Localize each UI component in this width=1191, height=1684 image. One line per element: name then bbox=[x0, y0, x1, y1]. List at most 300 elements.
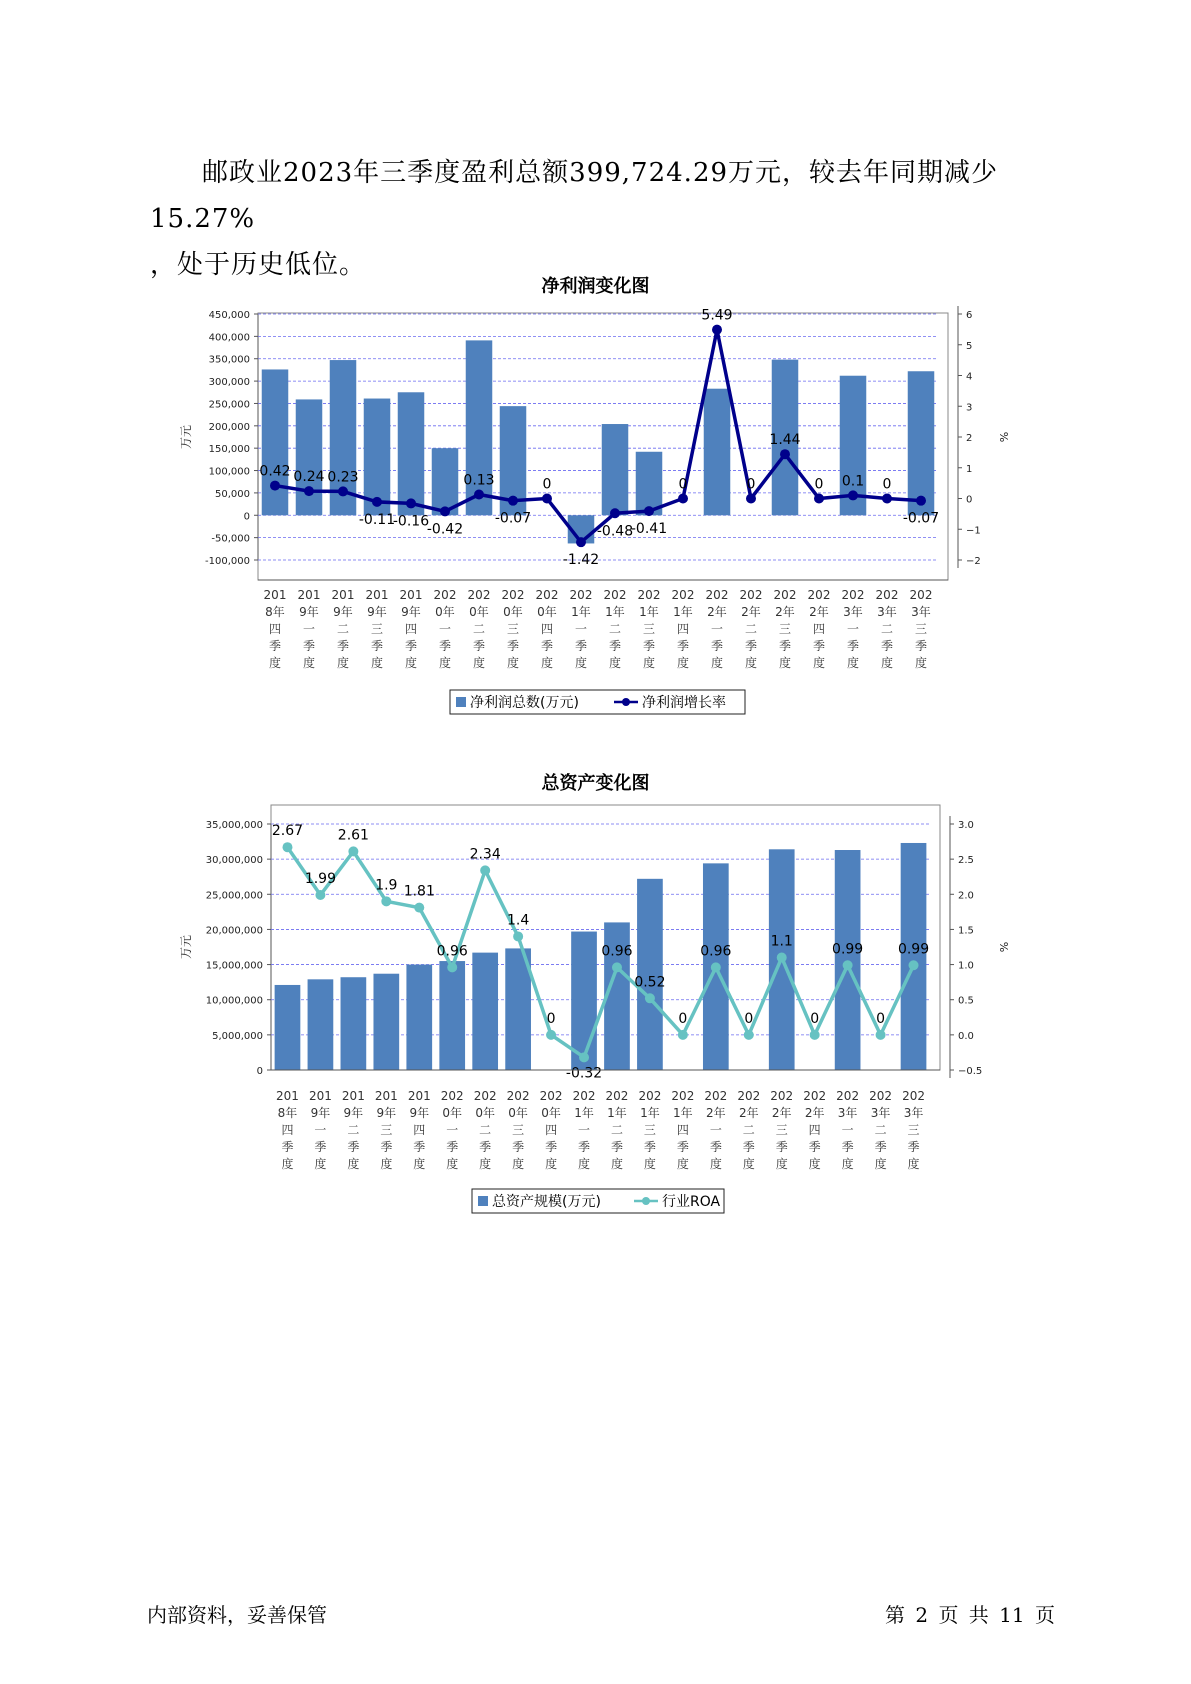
x-tick-label: 9年 bbox=[367, 605, 387, 619]
data-label: 0.99 bbox=[897, 941, 930, 958]
x-tick-label: 202 bbox=[433, 588, 457, 602]
data-label: -0.42 bbox=[426, 521, 464, 538]
x-tick-label: 季 bbox=[608, 639, 622, 653]
x-tick-label: 度 bbox=[302, 656, 316, 670]
x-tick-label: 度 bbox=[778, 656, 792, 670]
x-tick-label: 季 bbox=[545, 1140, 558, 1154]
bar bbox=[373, 974, 399, 1070]
y-tick-label: 0 bbox=[243, 511, 250, 523]
x-tick-label: 度 bbox=[846, 656, 860, 670]
line-point bbox=[777, 953, 787, 963]
x-tick-label: 季 bbox=[846, 639, 860, 653]
x-tick-label: 度 bbox=[438, 656, 452, 670]
line-point bbox=[814, 494, 824, 504]
x-tick-label: 度 bbox=[281, 1157, 294, 1171]
x-tick-label: 季 bbox=[446, 1140, 459, 1154]
x-tick-label: 度 bbox=[446, 1157, 459, 1171]
data-label: 0 bbox=[882, 476, 892, 493]
line-point bbox=[678, 494, 688, 504]
x-tick-label: 3年 bbox=[903, 1106, 924, 1120]
data-label: 0.23 bbox=[327, 469, 359, 486]
x-tick-label: 度 bbox=[413, 1157, 426, 1171]
y2-tick-label: 0 bbox=[966, 494, 973, 506]
y-tick-label: 150,000 bbox=[208, 444, 250, 456]
data-label: 0.96 bbox=[601, 943, 633, 960]
y2-axis-title: % bbox=[997, 431, 1010, 443]
data-label: 0.1 bbox=[841, 473, 865, 490]
line-point bbox=[579, 1052, 589, 1062]
data-label: 5.49 bbox=[701, 307, 733, 324]
x-tick-label: 1年 bbox=[639, 605, 659, 619]
x-tick-label: 度 bbox=[545, 1157, 558, 1171]
y2-tick-label: 6 bbox=[966, 310, 973, 321]
y2-tick-label: 3 bbox=[966, 402, 973, 414]
x-tick-label: 202 bbox=[671, 1089, 695, 1103]
x-tick-label: 季 bbox=[281, 1140, 294, 1154]
x-tick-label: 度 bbox=[642, 656, 656, 670]
x-tick-label: 一 bbox=[710, 622, 724, 636]
line-point bbox=[546, 1030, 556, 1040]
y-tick-label: 25,000,000 bbox=[205, 890, 263, 902]
x-tick-label: 四 bbox=[413, 1123, 426, 1137]
x-tick-label: 9年 bbox=[401, 605, 421, 619]
x-tick-label: 2年 bbox=[741, 605, 761, 619]
legend-bar-swatch bbox=[456, 697, 466, 707]
x-tick-label: 201 bbox=[308, 1089, 332, 1103]
x-tick-label: 度 bbox=[742, 1157, 755, 1171]
y2-tick-label: 0.0 bbox=[958, 1030, 974, 1042]
x-tick-label: 201 bbox=[365, 588, 389, 602]
x-tick-label: 2年 bbox=[707, 605, 727, 619]
data-label: 0 bbox=[678, 476, 688, 493]
data-label: 0 bbox=[542, 476, 552, 493]
x-tick-label: 度 bbox=[676, 1157, 689, 1171]
page-number: 第 2 页 共 11 页 bbox=[885, 1603, 1055, 1627]
x-tick-label: 二 bbox=[479, 1123, 492, 1137]
x-tick-label: 季 bbox=[512, 1140, 525, 1154]
x-tick-label: 季 bbox=[914, 639, 928, 653]
line-point bbox=[406, 498, 416, 508]
x-tick-label: 二 bbox=[880, 622, 894, 636]
line-point bbox=[315, 890, 325, 900]
y-tick-label: 5,000,000 bbox=[212, 1030, 263, 1042]
legend-line-marker bbox=[622, 698, 630, 706]
line-point bbox=[780, 449, 790, 459]
x-tick-label: 度 bbox=[512, 1157, 525, 1171]
data-label: 2.34 bbox=[469, 846, 501, 863]
line-point bbox=[810, 1030, 820, 1040]
x-tick-label: 202 bbox=[705, 588, 729, 602]
bar bbox=[835, 850, 861, 1070]
x-tick-label: 201 bbox=[263, 588, 287, 602]
y-axis-title: 万元 bbox=[179, 934, 193, 960]
x-tick-label: 四 bbox=[808, 1123, 821, 1137]
data-label: -0.11 bbox=[358, 511, 396, 528]
data-label: -1.42 bbox=[562, 552, 600, 569]
x-tick-label: 202 bbox=[539, 1089, 563, 1103]
x-tick-label: 度 bbox=[710, 656, 724, 670]
line-point bbox=[474, 490, 484, 500]
x-tick-label: 0年 bbox=[503, 605, 523, 619]
x-tick-label: 202 bbox=[770, 1089, 794, 1103]
x-tick-label: 201 bbox=[374, 1089, 398, 1103]
x-tick-label: 2年 bbox=[738, 1106, 759, 1120]
x-tick-label: 三 bbox=[642, 622, 656, 636]
line-point bbox=[876, 1030, 886, 1040]
x-tick-label: 四 bbox=[404, 622, 418, 636]
x-tick-label: 季 bbox=[578, 1140, 591, 1154]
x-tick-label: 0年 bbox=[469, 605, 489, 619]
line-point bbox=[843, 960, 853, 970]
x-tick-label: 季 bbox=[676, 639, 690, 653]
net-profit-chart bbox=[0, 305, 1191, 765]
x-tick-label: 202 bbox=[506, 1089, 530, 1103]
y2-tick-label: 1.0 bbox=[958, 960, 974, 972]
x-tick-label: 一 bbox=[314, 1123, 327, 1137]
x-tick-label: 四 bbox=[676, 1123, 689, 1137]
y-tick-label: -50,000 bbox=[211, 533, 250, 545]
chart2-title: 总资产变化图 bbox=[541, 773, 650, 794]
x-tick-label: 一 bbox=[841, 1123, 854, 1137]
x-tick-label: 202 bbox=[501, 588, 525, 602]
x-tick-label: 度 bbox=[907, 1157, 920, 1171]
x-tick-label: 季 bbox=[742, 1140, 755, 1154]
x-tick-label: 度 bbox=[775, 1157, 788, 1171]
x-tick-label: 202 bbox=[637, 588, 661, 602]
data-label: 0 bbox=[744, 1010, 754, 1027]
y2-tick-label: 0.5 bbox=[958, 995, 974, 1007]
x-tick-label: 202 bbox=[803, 1089, 827, 1103]
y-tick-label: 200,000 bbox=[208, 421, 250, 433]
chart1-title: 净利润变化图 bbox=[541, 276, 650, 297]
line-point bbox=[711, 962, 721, 972]
line-point bbox=[381, 896, 391, 906]
y-tick-label: 350,000 bbox=[208, 354, 250, 366]
x-tick-label: 季 bbox=[413, 1140, 426, 1154]
x-tick-label: 季 bbox=[314, 1140, 327, 1154]
x-tick-label: 1年 bbox=[571, 605, 591, 619]
x-tick-label: 201 bbox=[297, 588, 321, 602]
bar bbox=[636, 452, 663, 516]
x-tick-label: 1年 bbox=[607, 1106, 627, 1120]
line-point bbox=[916, 496, 926, 506]
data-label: -0.48 bbox=[596, 523, 634, 540]
bar bbox=[262, 369, 289, 515]
data-label: 0 bbox=[876, 1010, 886, 1027]
y-tick-label: 10,000,000 bbox=[205, 995, 263, 1007]
x-tick-label: 季 bbox=[841, 1140, 854, 1154]
line-point bbox=[414, 903, 424, 913]
data-label: 0.42 bbox=[259, 463, 291, 480]
x-tick-label: 202 bbox=[603, 588, 627, 602]
x-tick-label: 0年 bbox=[541, 1106, 561, 1120]
x-tick-label: 202 bbox=[572, 1089, 596, 1103]
data-label: 0 bbox=[546, 1010, 556, 1027]
x-tick-label: 季 bbox=[642, 639, 656, 653]
data-label: 1.4 bbox=[506, 912, 530, 929]
line-point bbox=[909, 960, 919, 970]
paragraph-line-2: ，处于历史低位。 bbox=[150, 250, 367, 280]
x-tick-label: 季 bbox=[874, 1140, 887, 1154]
y-tick-label: 50,000 bbox=[215, 488, 250, 500]
bar bbox=[472, 953, 498, 1070]
data-label: 1.99 bbox=[304, 870, 337, 887]
data-label: 1.9 bbox=[375, 877, 398, 894]
x-tick-label: 季 bbox=[540, 639, 554, 653]
x-tick-label: 1年 bbox=[574, 1106, 594, 1120]
x-tick-label: 度 bbox=[676, 656, 690, 670]
x-tick-label: 202 bbox=[605, 1089, 629, 1103]
x-tick-label: 2年 bbox=[809, 605, 829, 619]
x-tick-label: 201 bbox=[407, 1089, 431, 1103]
bar bbox=[341, 977, 367, 1070]
legend-bar-label: 总资产规模(万元) bbox=[492, 1194, 601, 1210]
line-point bbox=[447, 962, 457, 972]
x-tick-label: 202 bbox=[440, 1089, 464, 1103]
x-tick-label: 三 bbox=[643, 1123, 656, 1137]
data-label: 0.24 bbox=[293, 469, 325, 486]
x-tick-label: 季 bbox=[574, 639, 588, 653]
x-tick-label: 度 bbox=[506, 656, 520, 670]
y2-tick-label: 2 bbox=[966, 433, 973, 444]
x-tick-label: 202 bbox=[902, 1089, 925, 1103]
y2-tick-label: 2.5 bbox=[958, 855, 974, 867]
x-tick-label: 一 bbox=[846, 622, 860, 636]
paragraph-line-1: 邮政业2023年三季度盈利总额399,724.29万元，较去年同期减少15.27% bbox=[150, 158, 999, 234]
y2-tick-label: 5 bbox=[966, 340, 973, 352]
x-tick-label: 四 bbox=[268, 622, 282, 636]
x-tick-label: 202 bbox=[473, 1089, 497, 1103]
x-tick-label: 0年 bbox=[508, 1106, 528, 1120]
body-paragraph bbox=[150, 150, 1070, 288]
x-tick-label: 202 bbox=[807, 588, 831, 602]
x-tick-label: 202 bbox=[841, 588, 865, 602]
line-point bbox=[576, 537, 586, 547]
x-tick-label: 8年 bbox=[265, 605, 285, 619]
line-point bbox=[480, 865, 490, 875]
x-tick-label: 季 bbox=[336, 639, 350, 653]
legend-line-marker bbox=[642, 1197, 650, 1205]
bar bbox=[296, 399, 323, 515]
x-tick-label: 三 bbox=[380, 1123, 393, 1137]
x-tick-label: 二 bbox=[744, 622, 758, 636]
x-tick-label: 度 bbox=[874, 1157, 887, 1171]
x-tick-label: 三 bbox=[778, 622, 792, 636]
x-tick-label: 3年 bbox=[877, 605, 897, 619]
y2-tick-label: 1.5 bbox=[958, 925, 974, 937]
x-tick-label: 一 bbox=[446, 1123, 459, 1137]
x-tick-label: 9年 bbox=[310, 1106, 331, 1120]
x-tick-label: 季 bbox=[907, 1140, 920, 1154]
x-tick-label: 季 bbox=[370, 639, 384, 653]
y2-tick-label: −0.5 bbox=[958, 1066, 983, 1077]
data-label: 1.44 bbox=[769, 432, 801, 449]
x-tick-label: 度 bbox=[540, 656, 554, 670]
x-tick-label: 度 bbox=[608, 656, 622, 670]
x-tick-label: 202 bbox=[704, 1089, 728, 1103]
x-tick-label: 2年 bbox=[771, 1106, 792, 1120]
line-point bbox=[542, 494, 552, 504]
x-tick-label: 一 bbox=[709, 1123, 722, 1137]
x-tick-label: 四 bbox=[545, 1123, 558, 1137]
data-label: 0 bbox=[678, 1010, 688, 1027]
x-tick-label: 季 bbox=[438, 639, 452, 653]
y-tick-label: 35,000,000 bbox=[205, 820, 263, 831]
x-tick-label: 度 bbox=[574, 656, 588, 670]
line-point bbox=[348, 846, 358, 856]
x-tick-label: 度 bbox=[709, 1157, 722, 1171]
x-tick-label: 季 bbox=[347, 1140, 360, 1154]
x-tick-label: 三 bbox=[370, 622, 384, 636]
x-tick-label: 一 bbox=[302, 622, 316, 636]
x-tick-label: 201 bbox=[341, 1089, 365, 1103]
x-tick-label: 3年 bbox=[837, 1106, 858, 1120]
x-tick-label: 度 bbox=[314, 1157, 327, 1171]
total-assets-chart bbox=[0, 800, 1191, 1240]
data-label: 0.99 bbox=[832, 941, 864, 958]
x-tick-label: 1年 bbox=[673, 605, 693, 619]
x-tick-label: 0年 bbox=[442, 1106, 463, 1120]
x-tick-label: 季 bbox=[643, 1140, 656, 1154]
x-tick-label: 9年 bbox=[343, 1106, 364, 1120]
data-label: 0 bbox=[814, 476, 824, 493]
x-tick-label: 9年 bbox=[376, 1106, 397, 1120]
line-point bbox=[304, 486, 314, 496]
x-tick-label: 三 bbox=[907, 1123, 920, 1137]
x-tick-label: 9年 bbox=[409, 1106, 430, 1120]
line-point bbox=[372, 497, 382, 507]
legend-bar-swatch bbox=[478, 1196, 488, 1206]
data-label: -0.32 bbox=[565, 1065, 603, 1082]
x-tick-label: 1年 bbox=[605, 605, 625, 619]
x-tick-label: 202 bbox=[739, 588, 763, 602]
x-tick-label: 3年 bbox=[843, 605, 863, 619]
line-point bbox=[282, 842, 292, 852]
x-tick-label: 8年 bbox=[277, 1106, 298, 1120]
x-tick-label: 二 bbox=[336, 622, 350, 636]
x-tick-label: 202 bbox=[671, 588, 695, 602]
y2-axis-title: % bbox=[997, 941, 1010, 953]
x-tick-label: 2年 bbox=[804, 1106, 825, 1120]
x-tick-label: 2年 bbox=[775, 605, 795, 619]
x-tick-label: 202 bbox=[638, 1089, 662, 1103]
x-tick-label: 季 bbox=[775, 1140, 788, 1154]
x-tick-label: 一 bbox=[438, 622, 452, 636]
x-tick-label: 季 bbox=[808, 1140, 821, 1154]
x-tick-label: 度 bbox=[841, 1157, 854, 1171]
data-label: 0 bbox=[746, 476, 756, 493]
x-tick-label: 三 bbox=[506, 622, 520, 636]
x-tick-label: 202 bbox=[909, 588, 933, 602]
data-label: -0.16 bbox=[392, 513, 430, 530]
y-tick-label: 250,000 bbox=[208, 399, 250, 411]
x-tick-label: 季 bbox=[472, 639, 486, 653]
bar bbox=[406, 965, 432, 1070]
x-tick-label: 季 bbox=[709, 1140, 722, 1154]
data-label: 0.13 bbox=[463, 472, 495, 489]
line-point bbox=[513, 931, 523, 941]
bar bbox=[466, 340, 493, 515]
x-tick-label: 9年 bbox=[299, 605, 319, 619]
footer-note: 内部资料，妥善保管 bbox=[147, 1603, 327, 1627]
line-point bbox=[508, 496, 518, 506]
y-tick-label: -100,000 bbox=[205, 556, 250, 567]
y2-tick-label: 3.0 bbox=[958, 820, 974, 831]
data-label: 1.81 bbox=[403, 883, 435, 900]
x-tick-label: 0年 bbox=[435, 605, 455, 619]
data-label: 2.61 bbox=[337, 827, 369, 844]
x-tick-label: 度 bbox=[880, 656, 894, 670]
x-tick-label: 9年 bbox=[333, 605, 353, 619]
x-tick-label: 度 bbox=[336, 656, 350, 670]
x-tick-label: 202 bbox=[569, 588, 593, 602]
x-tick-label: 201 bbox=[331, 588, 355, 602]
x-tick-label: 四 bbox=[540, 622, 554, 636]
x-tick-label: 202 bbox=[869, 1089, 893, 1103]
x-tick-label: 度 bbox=[404, 656, 418, 670]
x-tick-label: 3年 bbox=[870, 1106, 891, 1120]
y2-tick-label: 1 bbox=[966, 463, 973, 475]
x-tick-label: 季 bbox=[676, 1140, 689, 1154]
legend-line-label: 净利润增长率 bbox=[642, 695, 726, 711]
line-point bbox=[744, 1030, 754, 1040]
bar bbox=[704, 389, 731, 516]
x-tick-label: 季 bbox=[812, 639, 826, 653]
x-tick-label: 度 bbox=[472, 656, 486, 670]
data-label: -0.07 bbox=[902, 510, 940, 527]
x-tick-label: 季 bbox=[744, 639, 758, 653]
data-label: -0.41 bbox=[630, 521, 668, 538]
x-tick-label: 度 bbox=[268, 656, 282, 670]
line-point bbox=[644, 506, 654, 516]
y2-tick-label: −1 bbox=[966, 525, 981, 537]
x-tick-label: 季 bbox=[506, 639, 520, 653]
x-tick-label: 度 bbox=[744, 656, 758, 670]
x-tick-label: 202 bbox=[836, 1089, 860, 1103]
x-tick-label: 度 bbox=[610, 1157, 623, 1171]
data-label: 1.1 bbox=[770, 933, 793, 950]
y2-tick-label: 2.0 bbox=[958, 890, 974, 902]
data-label: 2.67 bbox=[271, 823, 304, 840]
x-tick-label: 度 bbox=[578, 1157, 591, 1171]
x-tick-label: 二 bbox=[347, 1123, 360, 1137]
x-tick-label: 季 bbox=[404, 639, 418, 653]
x-tick-label: 四 bbox=[676, 622, 690, 636]
y-tick-label: 20,000,000 bbox=[205, 925, 263, 937]
line-point bbox=[882, 494, 892, 504]
bar bbox=[398, 392, 425, 515]
x-tick-label: 季 bbox=[880, 639, 894, 653]
x-tick-label: 0年 bbox=[475, 1106, 495, 1120]
x-tick-label: 202 bbox=[535, 588, 559, 602]
x-tick-label: 季 bbox=[479, 1140, 492, 1154]
x-tick-label: 202 bbox=[875, 588, 899, 602]
x-tick-label: 202 bbox=[773, 588, 797, 602]
x-tick-label: 度 bbox=[370, 656, 384, 670]
y2-tick-label: 4 bbox=[966, 371, 973, 383]
x-tick-label: 季 bbox=[268, 639, 282, 653]
x-tick-label: 2年 bbox=[706, 1106, 726, 1120]
bar bbox=[439, 961, 465, 1070]
x-tick-label: 0年 bbox=[537, 605, 557, 619]
y-tick-label: 0 bbox=[256, 1066, 263, 1077]
x-tick-label: 二 bbox=[608, 622, 622, 636]
legend-line-label: 行业ROA bbox=[662, 1194, 721, 1210]
line-point bbox=[678, 1030, 688, 1040]
x-tick-label: 三 bbox=[914, 622, 928, 636]
data-label: 0 bbox=[810, 1010, 820, 1027]
data-label: -0.07 bbox=[494, 510, 532, 527]
